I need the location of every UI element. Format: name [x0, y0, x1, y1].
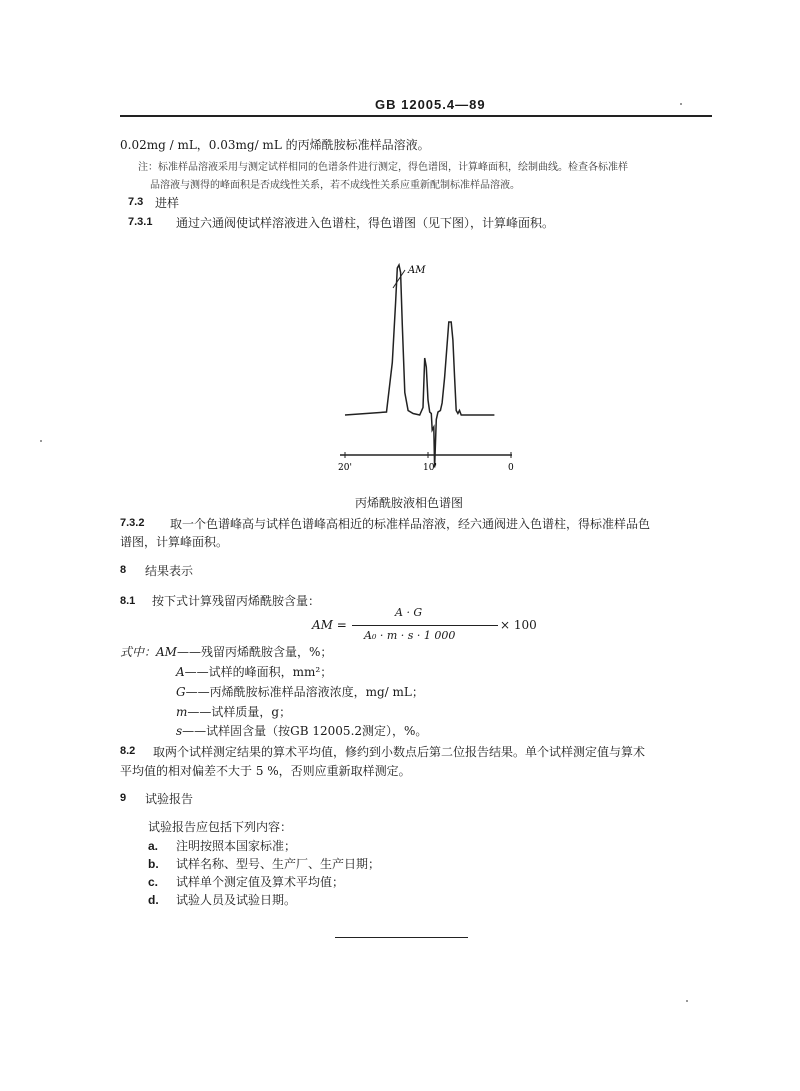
where-row-2: [176, 663, 332, 680]
item-letter: d.: [148, 893, 159, 907]
chromatogram-trace: [345, 265, 494, 468]
where-row-4: [176, 703, 291, 720]
annotation-leader: [393, 270, 405, 288]
formula-lhs: AM =: [312, 618, 347, 632]
x-tick-label-20: 20': [338, 463, 352, 473]
report-item-a: [148, 837, 296, 854]
where-row-5: [176, 722, 427, 739]
where-description: ——丙烯酰胺标准样品溶液浓度，mg/ mL；: [185, 685, 424, 699]
formula-denominator: A₀ · m · s · 1 000: [364, 629, 456, 642]
where-description: ——试样固含量（按GB 12005.2测定），%。: [182, 724, 428, 738]
section-8-1-number: 8.1: [120, 595, 136, 607]
section-9-title: 试验报告: [145, 792, 194, 806]
section-8-2-line-2: 平均值的相对偏差不大于 5 %，否则应重新取样测定。: [120, 764, 411, 778]
x-tick-label-0: 0: [508, 463, 514, 473]
where-symbol: G: [176, 685, 186, 699]
scan-speck: [686, 1000, 688, 1002]
item-letter: a.: [148, 839, 159, 853]
section-7-3-1-number: 7.3.1: [128, 216, 153, 228]
section-8-title: 结果表示: [145, 564, 194, 578]
formula-numerator: A · G: [395, 606, 423, 619]
peak-annotation: AM: [408, 265, 426, 276]
standard-header: GB 12005.4—89: [375, 97, 486, 112]
item-text: 试样单个测定值及算术平均值；: [176, 875, 345, 889]
where-symbol: 式中：AM: [120, 645, 177, 659]
end-rule: [335, 937, 468, 938]
formula-factor: × 100: [500, 618, 537, 632]
section-7-3-title: 进样: [155, 196, 180, 210]
item-letter: b.: [148, 857, 159, 871]
note-line-2: 品溶液与测得的峰面积是否成线性关系，若不成线性关系应重新配制标准样品溶液。: [150, 180, 520, 191]
where-description: ——试样质量，g；: [187, 705, 292, 719]
section-7-3-1-text: 通过六通阀使试样溶液进入色谱柱，得色谱图（见下图），计算峰面积。: [176, 216, 555, 230]
where-symbol: A: [176, 665, 185, 679]
report-item-c: [148, 873, 344, 890]
where-description: ——残留丙烯酰胺含量，%；: [176, 645, 333, 659]
header-rule: [120, 115, 712, 117]
report-item-d: [148, 891, 296, 908]
item-text: 试样名称、型号、生产厂、生产日期；: [176, 857, 381, 871]
section-9-number: 9: [120, 792, 127, 804]
intro-line: 0.02mg / mL，0.03mg/ mL 的丙烯酰胺标准样品溶液。: [120, 138, 430, 152]
section-7-3-2-line-1: 取一个色谱峰高与试样色谱峰高相近的标准样品溶液，经六通阀进入色谱柱，得标准样品色: [170, 517, 651, 531]
report-item-b: [148, 855, 380, 872]
item-text: 注明按照本国家标准；: [176, 839, 297, 853]
x-tick-label-10: 10': [423, 463, 437, 473]
section-8-1-text: 按下式计算残留丙烯酰胺含量：: [152, 594, 321, 608]
section-8-number: 8: [120, 564, 127, 576]
where-row-3: [176, 683, 424, 700]
item-letter: c.: [148, 875, 159, 889]
chart-caption: 丙烯酰胺液相色谱图: [355, 496, 464, 510]
where-row-1: [120, 643, 332, 660]
report-intro: 试验报告应包括下列内容：: [148, 820, 293, 834]
section-8-2-line-1: 取两个试样测定结果的算术平均值，修约到小数点后第二位报告结果。单个试样测定值与算术: [153, 745, 646, 759]
where-description: ——试样的峰面积，mm²；: [184, 665, 333, 679]
section-7-3-2-number: 7.3.2: [120, 517, 145, 529]
section-8-2-number: 8.2: [120, 745, 136, 757]
fraction-bar: [352, 625, 498, 626]
scan-speck: [40, 440, 42, 442]
chromatogram-chart: [290, 240, 530, 480]
section-7-3-number: 7.3: [128, 196, 144, 208]
item-text: 试验人员及试验日期。: [176, 893, 297, 907]
where-symbol: s: [176, 724, 183, 738]
section-7-3-2-line-2: 谱图，计算峰面积。: [120, 535, 229, 549]
note-line-1: 注：标准样品溶液采用与测定试样相同的色谱条件进行测定，得色谱图，计算峰面积，绘制曲线。检查各标准样: [138, 162, 628, 173]
where-symbol: m: [176, 705, 188, 719]
scan-speck: [680, 103, 682, 105]
